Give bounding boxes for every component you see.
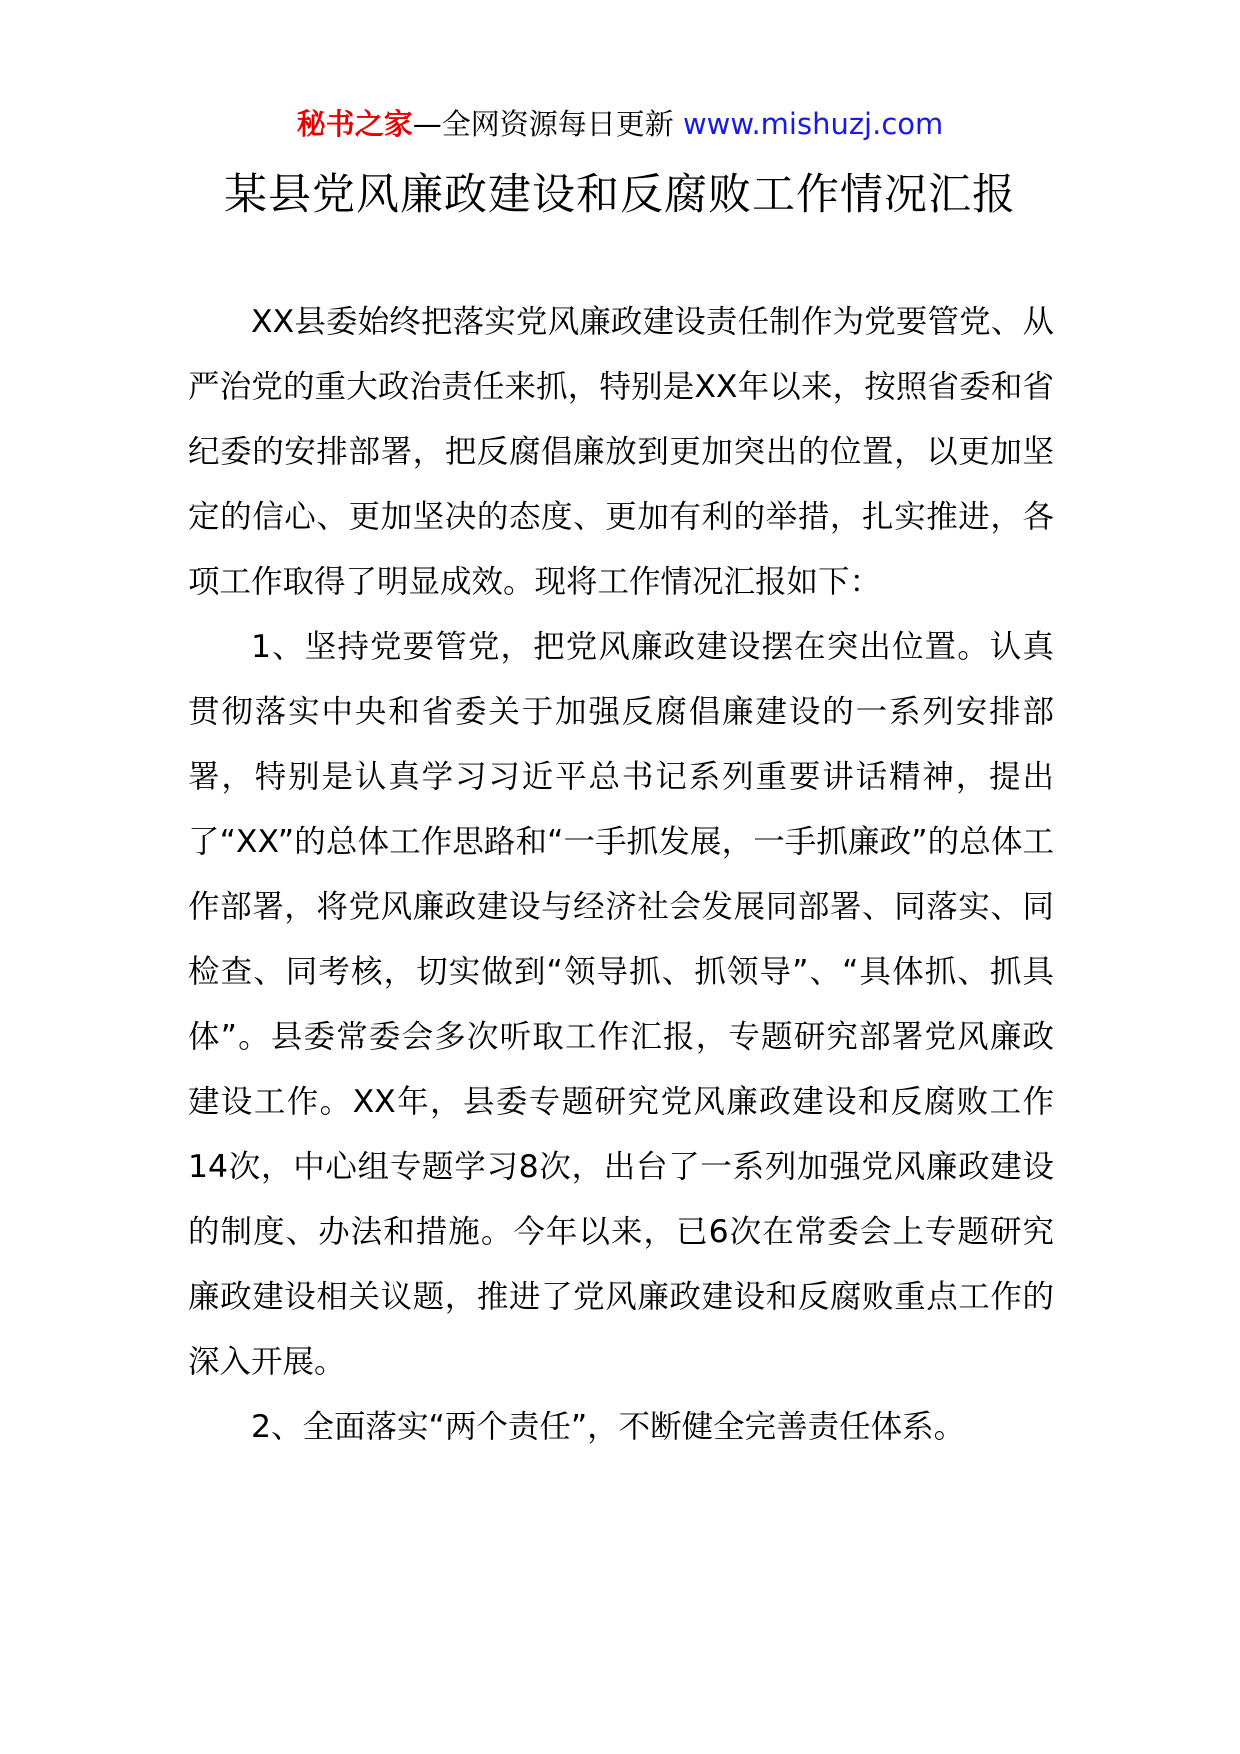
paragraph-section-2: 2、全面落实“两个责任”，不断健全完善责任体系。 <box>251 1409 966 1445</box>
paragraph-section-1: 1、坚持党要管党，把党风廉政建设摆在突出位置。认真贯彻落实中央和省委关于加强反腐倡廉建设的一系列安排部署，特别是认真学习习近平总书记系列重要讲话精神，提出了“XX”的总体工作思路和“一手抓发展，一手抓廉政”的总体工作部署，将党风廉政建设与经济社会发展同部署、同落实、同检查、同考核，切实做到“领导抓、抓领导”、“具体抓、抓具体”。县委常委会多次听取工作汇报，专题研究部署党风廉政建设工作。XX年，县委专题研究党风廉政建设和反腐败工作14次，中心组专题学习8次，出台了一系列加强党风廉政建设的制度、办法和措施。今年以来，已6次在常委会上专题研究廉政建设相关议题，推进了党风廉政建设和反腐败重点工作的深入开展。 <box>188 629 1054 1380</box>
site-url-link[interactable]: www.mishuzj.com <box>682 107 944 141</box>
site-header <box>0 104 1240 144</box>
document-body <box>188 290 1054 1460</box>
header-slogan: —全网资源每日更新 <box>412 107 683 141</box>
document-title: 某县党风廉政建设和反腐败工作情况汇报 <box>224 170 1016 220</box>
brand-name: 秘书之家 <box>296 107 413 141</box>
paragraph-intro: XX县委始终把落实党风廉政建设责任制作为党要管党、从严治党的重大政治责任来抓，特别是XX年以来，按照省委和省纪委的安排部署，把反腐倡廉放到更加突出的位置，以更加坚定的信心、更加坚决的态度、更加有利的举措，扎实推进，各项工作取得了明显成效。现将工作情况汇报如下： <box>188 304 1054 600</box>
